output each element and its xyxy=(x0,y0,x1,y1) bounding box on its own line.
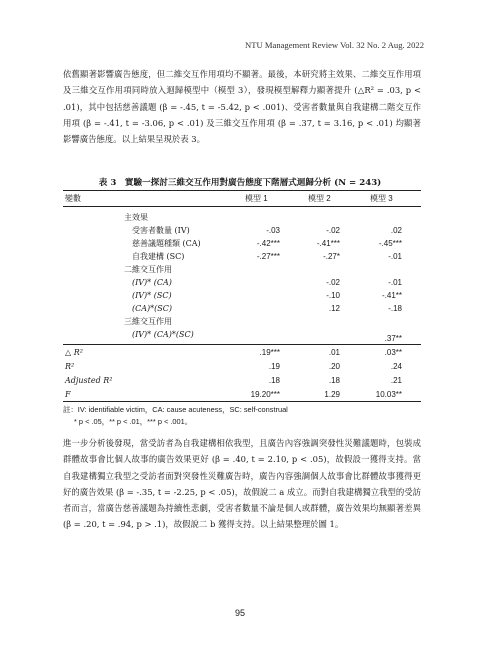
cell-m1: .19 xyxy=(268,362,280,371)
row-label: (CA)*(SC) xyxy=(132,304,172,313)
cell-m3: .24 xyxy=(390,362,402,371)
page-number: 95 xyxy=(234,608,245,618)
cell-m2: -.02 xyxy=(326,278,340,287)
stat-label: R² xyxy=(65,362,75,371)
cell-m1: 19.20*** xyxy=(250,390,280,399)
section-main-effects: 主效果 xyxy=(124,213,148,222)
paragraph-2: 進一步分析後發現，當受訪者為自我建構相依我型，且廣告內容強調突發性災難議題時，包裝成群體故事會比個人故事的廣告效果更好 (β = .40, t = 2.10, p < .05)，故假設一獲得支持。當自我建構獨立我型之受訪者面對突發性災難廣告時，廣告內容強調個人故事會比群體故事獲得更好的廣告效果 (β = -.35, t = -2.25, p < .05)，故假說二 a 成立。而對自我建構獨立我型的受訪者而言，當廣告慈善議題為持續性悲劇，受害者數量不論是個人或群體，廣告效果均無顯著差異 (β = .20, t = .94, p > .1)，故假說二 b 獲得支持。以上結果整理於圖 1。 xyxy=(63,438,421,530)
cell-m3: -.45*** xyxy=(378,239,402,248)
paragraph-1: 依舊顯著影響廣告態度，但二維交互作用項均不顯著。最後，本研究將主效果、二維交互作用項及三維交互作用項同時放入迴歸模型中（模型 3），發現模型解釋力顯著提升 (△R² = .03, p < .01)，其中包括慈善議題 (β = -.45, t = -5.42, p < .001)、受害者數量與自我建構二階交互作用項 (β = -.41, t = -3.06, p < .01) 及三維交互作用項 (β = .37, t = 3.16, p < .01) 均顯著影響廣告態度。以上結果呈現於表 3。 xyxy=(63,69,421,145)
table-bottom-rule xyxy=(63,401,421,402)
cell-m2: .01 xyxy=(328,348,340,357)
cell-m1: .18 xyxy=(268,376,280,385)
running-header: NTU Management Review Vol. 32 No. 2 Aug. 2022 xyxy=(245,40,424,50)
row-label: (IV)* (CA) xyxy=(132,278,172,287)
cell-m3: -.18 xyxy=(388,304,402,313)
cell-m1: -.42*** xyxy=(256,239,280,248)
table-stats-rule xyxy=(63,344,421,345)
row-label: 慈善議題種類 (CA) xyxy=(132,239,201,248)
row-label: (IV)* (CA)*(SC) xyxy=(132,330,194,339)
col-header-model-1: 模型 1 xyxy=(245,194,268,203)
cell-m2: .18 xyxy=(328,376,340,385)
table-note-abbreviations: 註：IV: identifiable victim，CA: cause acuteness，SC: self-construal xyxy=(63,405,288,414)
table-top-rule xyxy=(63,190,421,191)
cell-m2: -.27* xyxy=(323,252,340,261)
table-header-rule xyxy=(63,206,421,207)
col-header-model-2: 模型 2 xyxy=(308,194,331,203)
cell-m3: .02 xyxy=(390,226,402,235)
cell-m3: .21 xyxy=(390,376,402,385)
cell-m2: .20 xyxy=(328,362,340,371)
row-label: 自我建構 (SC) xyxy=(132,252,185,261)
cell-m3: -.41** xyxy=(381,291,402,300)
cell-m3: .03** xyxy=(384,348,402,357)
table-caption: 表 3 實驗一探討三維交互作用對廣告態度下階層式迴歸分析 (N = 243) xyxy=(98,178,382,188)
cell-m3: 10.03** xyxy=(375,390,402,399)
stat-label: Adjusted R² xyxy=(65,376,113,385)
cell-m2: -.02 xyxy=(326,226,340,235)
cell-m2: -.10 xyxy=(326,291,340,300)
cell-m3: -.01 xyxy=(388,278,402,287)
section-three-way: 三維交互作用 xyxy=(124,317,172,326)
stat-label: F xyxy=(65,390,71,399)
table-note-significance: * p < .05，** p < .01，*** p < .001。 xyxy=(74,417,193,426)
cell-m3: -.01 xyxy=(388,252,402,261)
cell-m1: -.27*** xyxy=(256,252,280,261)
row-label: 受害者數量 (IV) xyxy=(132,226,190,235)
col-header-model-3: 模型 3 xyxy=(370,194,393,203)
cell-m2: -.41*** xyxy=(316,239,340,248)
row-label: (IV)* (SC) xyxy=(132,291,172,300)
section-two-way: 二維交互作用 xyxy=(124,265,172,274)
cell-m1: .19*** xyxy=(259,348,280,357)
cell-m3: .37** xyxy=(384,334,402,343)
cell-m2: 1.29 xyxy=(324,390,340,399)
cell-m2: .12 xyxy=(328,304,340,313)
col-header-variable: 變數 xyxy=(65,194,81,203)
cell-m1: -.03 xyxy=(266,226,280,235)
stat-label: △ R² xyxy=(65,348,83,357)
